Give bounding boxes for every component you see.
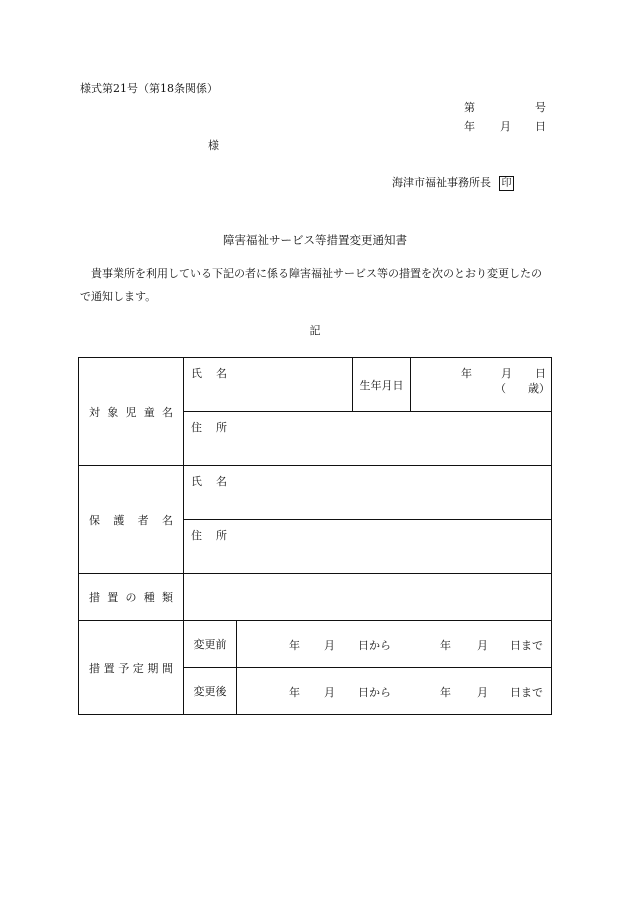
guardian-name-cell bbox=[184, 466, 552, 520]
issuer-name: 海津市福祉事務所長 bbox=[392, 176, 491, 189]
after-label: 変更後 bbox=[184, 668, 237, 715]
from-month: 月 bbox=[324, 639, 335, 652]
guardian-name-row bbox=[79, 466, 552, 520]
guardian-label: 保 護 者 名 bbox=[79, 466, 184, 574]
name-label-2: 名 bbox=[216, 475, 227, 488]
dob-day: 日 bbox=[535, 367, 546, 380]
from-day: 日から bbox=[358, 686, 391, 699]
period-before-row bbox=[79, 621, 552, 668]
form-number: 様式第21号（第18条関係） bbox=[80, 82, 218, 95]
address-label-2: 所 bbox=[216, 421, 227, 434]
address-label-2: 所 bbox=[216, 529, 227, 542]
measure-type-label: 措 置 の 種 類 bbox=[79, 574, 184, 621]
address-label-1: 住 bbox=[191, 421, 202, 434]
addressee-suffix: 様 bbox=[208, 139, 219, 152]
name-label-1: 氏 bbox=[191, 475, 202, 488]
from-year: 年 bbox=[289, 686, 300, 699]
from-month: 月 bbox=[324, 686, 335, 699]
before-label: 変更前 bbox=[184, 621, 237, 668]
dob-cell bbox=[411, 358, 552, 412]
before-period-cell bbox=[237, 621, 552, 668]
dob-label: 生年月日 bbox=[353, 358, 411, 412]
document-title: 障害福祉サービス等措置変更通知書 bbox=[223, 233, 407, 247]
from-day: 日から bbox=[358, 639, 391, 652]
to-month: 月 bbox=[477, 639, 488, 652]
date-year: 年 bbox=[464, 120, 475, 133]
child-address-cell bbox=[184, 412, 552, 466]
issuer bbox=[392, 174, 514, 191]
to-day: 日まで bbox=[510, 639, 543, 652]
after-period-cell bbox=[237, 668, 552, 715]
ki-label: 記 bbox=[309, 324, 321, 337]
date-day: 日 bbox=[535, 120, 546, 133]
from-year: 年 bbox=[289, 639, 300, 652]
dob-month: 月 bbox=[501, 367, 512, 380]
seal-box: 印 bbox=[499, 176, 514, 191]
child-label: 対 象 児 童 名 bbox=[79, 358, 184, 466]
measure-type-row bbox=[79, 574, 552, 621]
child-name-row bbox=[79, 358, 552, 412]
period-label: 措 置 予 定 期 間 bbox=[79, 621, 184, 715]
to-month: 月 bbox=[477, 686, 488, 699]
body-text: 貴事業所を利用している下記の者に係る障害福祉サービス等の措置を次のとおり変更したので通知します。 bbox=[80, 267, 542, 303]
child-name-cell bbox=[184, 358, 353, 412]
name-label-1: 氏 bbox=[191, 367, 202, 380]
to-year: 年 bbox=[440, 639, 451, 652]
guardian-address-cell bbox=[184, 520, 552, 574]
notice-table bbox=[78, 357, 552, 715]
go-label: 号 bbox=[535, 101, 546, 114]
dai-label: 第 bbox=[464, 101, 475, 114]
to-year: 年 bbox=[440, 686, 451, 699]
to-day: 日まで bbox=[510, 686, 543, 699]
date-month: 月 bbox=[500, 120, 511, 133]
dob-year: 年 bbox=[461, 367, 472, 380]
name-label-2: 名 bbox=[216, 367, 227, 380]
age: （ 歳） bbox=[495, 382, 550, 395]
address-label-1: 住 bbox=[191, 529, 202, 542]
measure-type-cell bbox=[184, 574, 552, 621]
